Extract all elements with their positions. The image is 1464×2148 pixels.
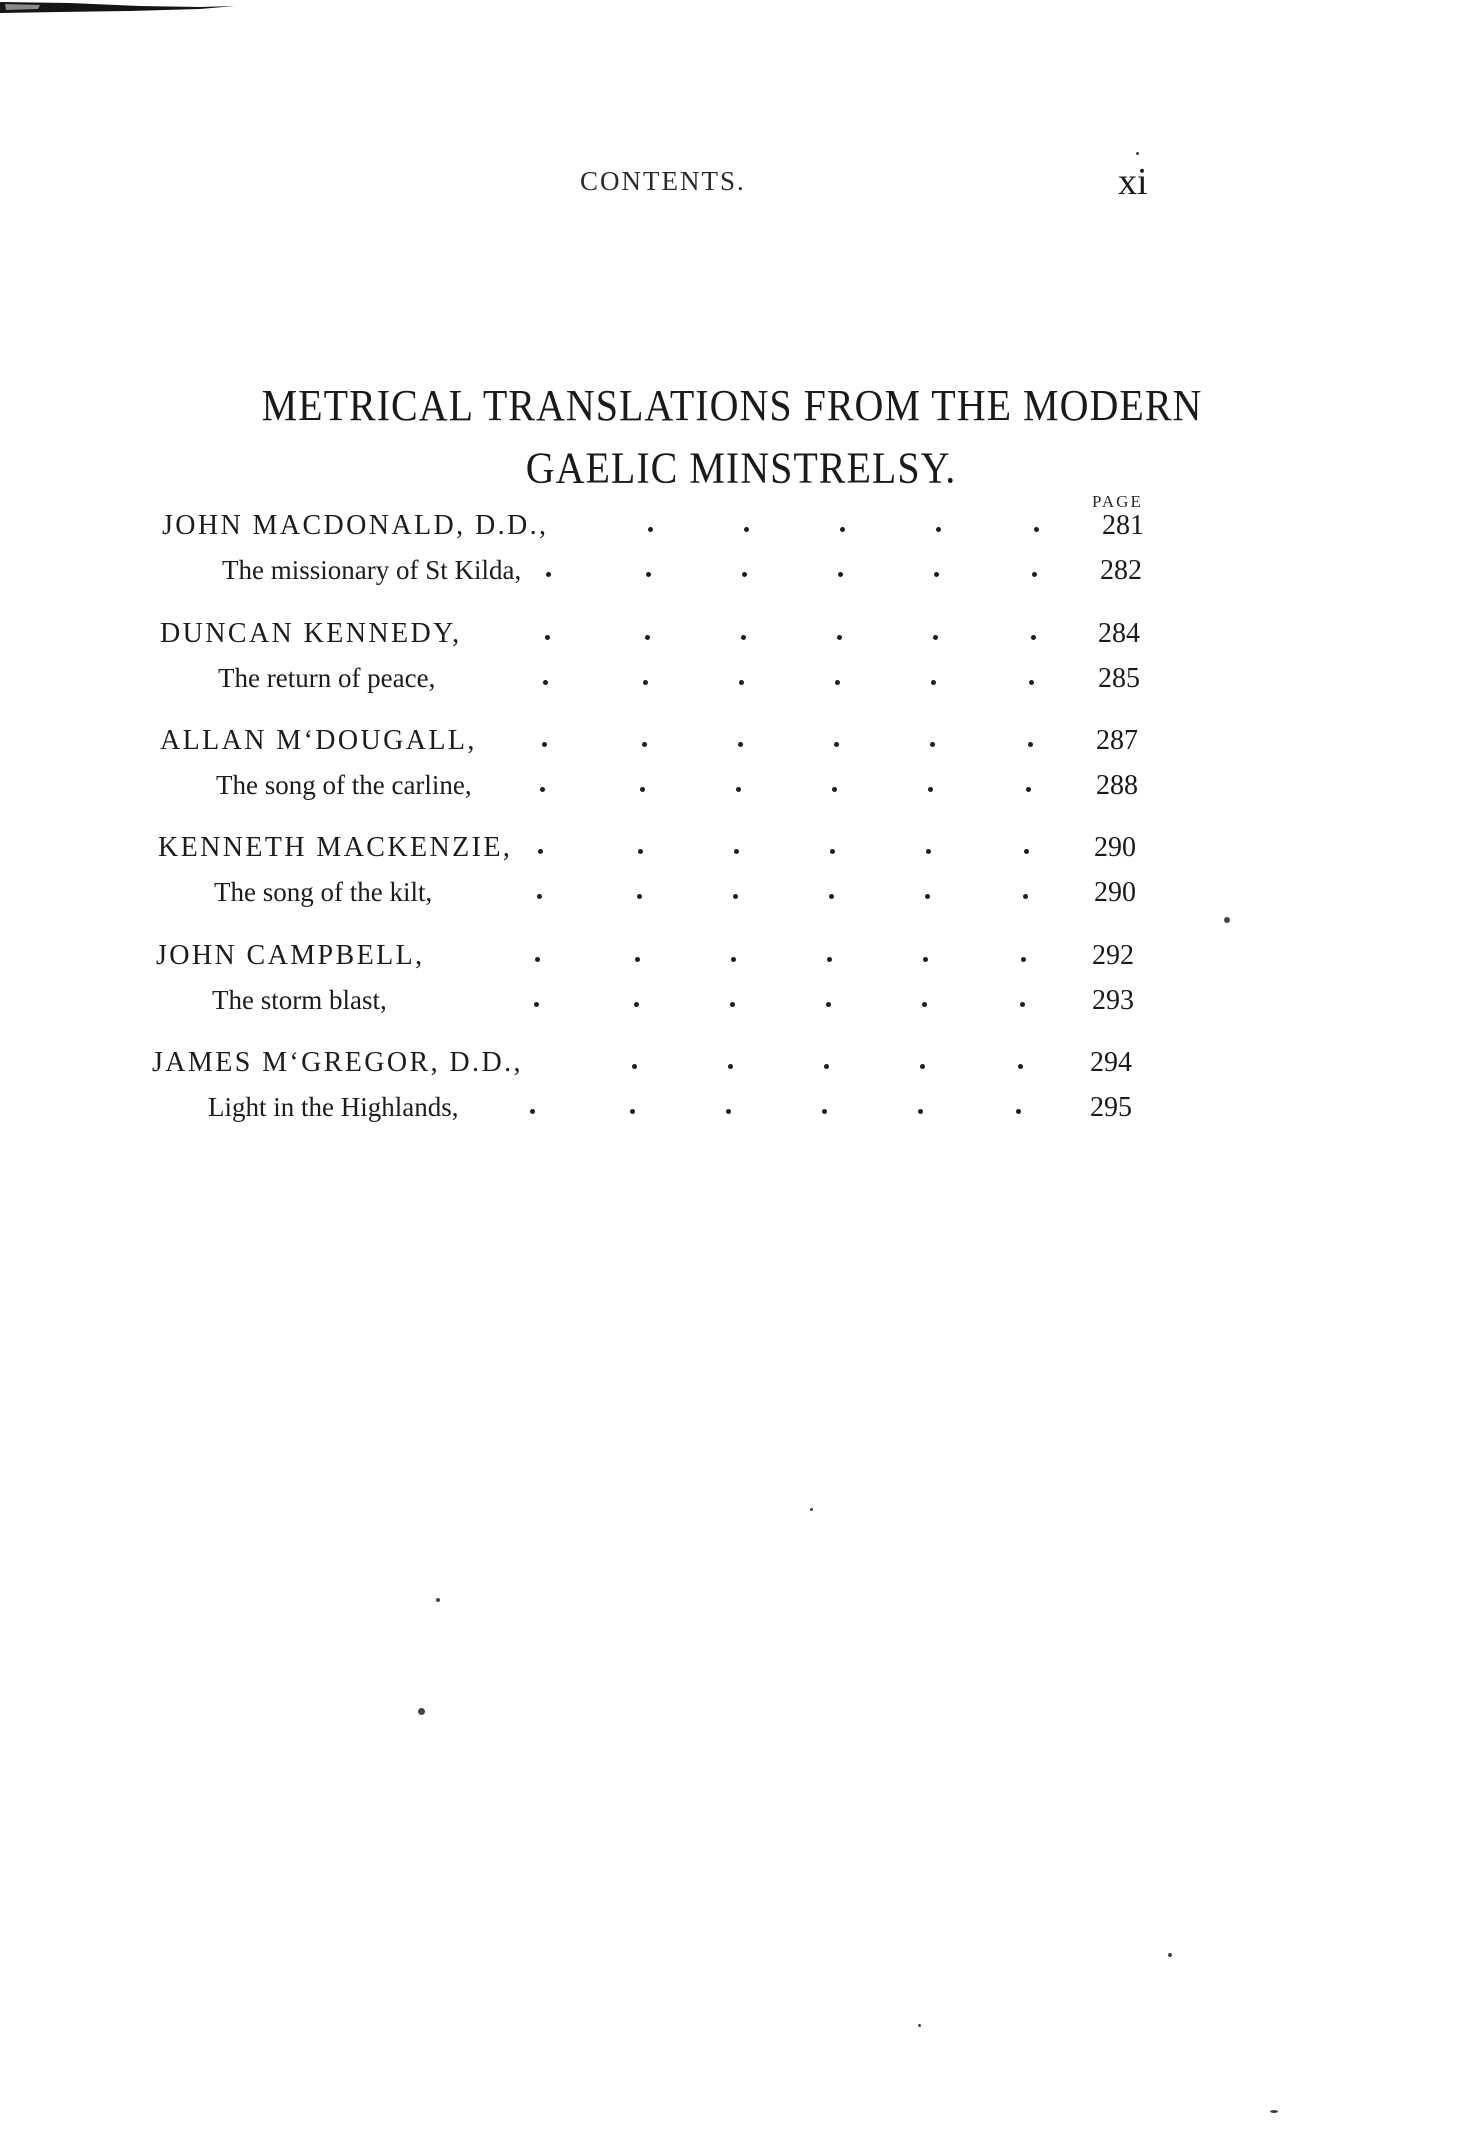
leader-dot bbox=[822, 1109, 827, 1114]
section-title-line-1: METRICAL TRANSLATIONS FROM THE MODERN bbox=[261, 379, 1203, 430]
leader-dot bbox=[926, 849, 931, 854]
leader-dot bbox=[824, 1064, 829, 1069]
toc-entry-page: 293 bbox=[1092, 985, 1134, 1016]
scan-speck bbox=[1270, 2110, 1278, 2113]
leader-dot bbox=[1026, 787, 1031, 792]
leader-dot bbox=[648, 527, 653, 532]
toc-entry-page: 292 bbox=[1092, 940, 1134, 971]
leader-dot bbox=[933, 635, 938, 640]
leader-dot bbox=[736, 787, 741, 792]
toc-entry-label: JOHN CAMPBELL, bbox=[156, 940, 425, 971]
leader-dot bbox=[918, 1109, 923, 1114]
leader-dot bbox=[637, 894, 642, 899]
toc-entry-label: KENNETH MACKENZIE, bbox=[158, 832, 513, 863]
leader-dot bbox=[834, 742, 839, 747]
leader-dot bbox=[545, 635, 550, 640]
scan-speck bbox=[1136, 152, 1139, 155]
toc-entry-label: The storm blast, bbox=[212, 985, 387, 1015]
scan-speck bbox=[418, 1708, 425, 1715]
leader-dot bbox=[1028, 742, 1033, 747]
toc-entry-label: The song of the carline, bbox=[216, 770, 472, 800]
leader-dot bbox=[1023, 894, 1028, 899]
toc-entry bbox=[0, 877, 1464, 921]
leader-dot bbox=[630, 1109, 635, 1114]
scan-speck bbox=[1168, 1953, 1172, 1957]
leader-dot bbox=[742, 572, 747, 577]
page-number: xi bbox=[1118, 161, 1148, 203]
toc-entry-page: 290 bbox=[1094, 832, 1136, 863]
toc-entry-page: 287 bbox=[1096, 725, 1138, 756]
leader-dot bbox=[826, 1002, 831, 1007]
leader-dot bbox=[632, 1064, 637, 1069]
toc-entry bbox=[0, 1092, 1464, 1136]
leader-dot bbox=[830, 849, 835, 854]
leader-dot bbox=[534, 1002, 539, 1007]
leader-dot bbox=[1016, 1109, 1021, 1114]
toc-entry-page: 284 bbox=[1098, 618, 1140, 649]
toc-entry-page: 285 bbox=[1098, 663, 1140, 694]
toc-entry bbox=[0, 985, 1464, 1029]
leader-dot bbox=[540, 787, 545, 792]
leader-dot bbox=[538, 849, 543, 854]
leader-dot bbox=[838, 572, 843, 577]
leader-dot bbox=[1029, 680, 1034, 685]
running-title: CONTENTS. bbox=[580, 166, 746, 196]
running-head bbox=[0, 161, 1464, 214]
toc-entry-page: 295 bbox=[1090, 1092, 1132, 1123]
leader-dot bbox=[1021, 957, 1026, 962]
leader-dot bbox=[922, 1002, 927, 1007]
toc-entry bbox=[0, 663, 1464, 707]
section-title-line-2: GAELIC MINSTRELSY. bbox=[525, 442, 957, 493]
toc-entry bbox=[0, 770, 1464, 814]
toc-entry-page: 290 bbox=[1094, 877, 1136, 908]
leader-dot bbox=[835, 680, 840, 685]
toc-entry bbox=[0, 725, 1464, 769]
scan-speck bbox=[918, 2024, 921, 2027]
leader-dot bbox=[640, 787, 645, 792]
toc-entry bbox=[0, 555, 1464, 599]
leader-dot bbox=[741, 635, 746, 640]
leader-dot bbox=[635, 957, 640, 962]
toc-entry bbox=[0, 618, 1464, 662]
leader-dot bbox=[535, 957, 540, 962]
leader-dot bbox=[934, 572, 939, 577]
leader-dot bbox=[925, 894, 930, 899]
scan-speck bbox=[1224, 917, 1230, 923]
toc-entry-label: ALLAN M‘DOUGALL, bbox=[160, 725, 477, 756]
leader-dot bbox=[645, 635, 650, 640]
leader-dot bbox=[733, 894, 738, 899]
leader-dot bbox=[931, 680, 936, 685]
leader-dot bbox=[837, 635, 842, 640]
leader-dot bbox=[739, 680, 744, 685]
toc-entry-page: 294 bbox=[1090, 1047, 1132, 1078]
leader-dot bbox=[738, 742, 743, 747]
toc-entry bbox=[0, 1047, 1464, 1091]
leader-dot bbox=[728, 1064, 733, 1069]
section-title bbox=[0, 374, 1464, 499]
page-column-label: PAGE bbox=[1092, 492, 1143, 511]
leader-dot bbox=[734, 849, 739, 854]
toc-entry-label: Light in the Highlands, bbox=[208, 1092, 459, 1122]
leader-dot bbox=[829, 894, 834, 899]
leader-dot bbox=[546, 572, 551, 577]
leader-dot bbox=[1024, 849, 1029, 854]
leader-dot bbox=[530, 1109, 535, 1114]
leader-dot bbox=[646, 572, 651, 577]
toc-entry-label: The missionary of St Kilda, bbox=[222, 555, 522, 585]
leader-dot bbox=[730, 1002, 735, 1007]
leader-dot bbox=[930, 742, 935, 747]
toc-entry bbox=[0, 832, 1464, 876]
leader-dot bbox=[634, 1002, 639, 1007]
leader-dot bbox=[1032, 572, 1037, 577]
leader-dot bbox=[543, 680, 548, 685]
leader-dot bbox=[726, 1109, 731, 1114]
toc-entry bbox=[0, 510, 1464, 554]
leader-dot bbox=[832, 787, 837, 792]
toc-entry-page: 281 bbox=[1102, 510, 1144, 541]
leader-dot bbox=[643, 680, 648, 685]
leader-dot bbox=[638, 849, 643, 854]
toc-entry-label: JAMES M‘GREGOR, D.D., bbox=[152, 1047, 523, 1078]
leader-dot bbox=[936, 527, 941, 532]
leader-dot bbox=[744, 527, 749, 532]
leader-dot bbox=[1020, 1002, 1025, 1007]
leader-dot bbox=[827, 957, 832, 962]
scan-speck bbox=[810, 1508, 813, 1511]
toc-entry-label: DUNCAN KENNEDY, bbox=[160, 618, 462, 649]
toc-entry-label: The song of the kilt, bbox=[214, 877, 433, 907]
leader-dot bbox=[1031, 635, 1036, 640]
scan-speck bbox=[436, 1598, 440, 1602]
leader-dot bbox=[642, 742, 647, 747]
scan-edge-mark bbox=[0, 0, 235, 14]
leader-dot bbox=[928, 787, 933, 792]
toc-entry-page: 288 bbox=[1096, 770, 1138, 801]
leader-dot bbox=[923, 957, 928, 962]
leader-dot bbox=[1034, 527, 1039, 532]
toc-entry-label: JOHN MACDONALD, D.D., bbox=[162, 510, 549, 541]
leader-dot bbox=[537, 894, 542, 899]
leader-dot bbox=[542, 742, 547, 747]
leader-dot bbox=[1018, 1064, 1023, 1069]
toc-entry-label: The return of peace, bbox=[218, 663, 436, 693]
leader-dot bbox=[731, 957, 736, 962]
toc-entry bbox=[0, 940, 1464, 984]
toc-entry-page: 282 bbox=[1100, 555, 1142, 586]
leader-dot bbox=[920, 1064, 925, 1069]
leader-dot bbox=[840, 527, 845, 532]
